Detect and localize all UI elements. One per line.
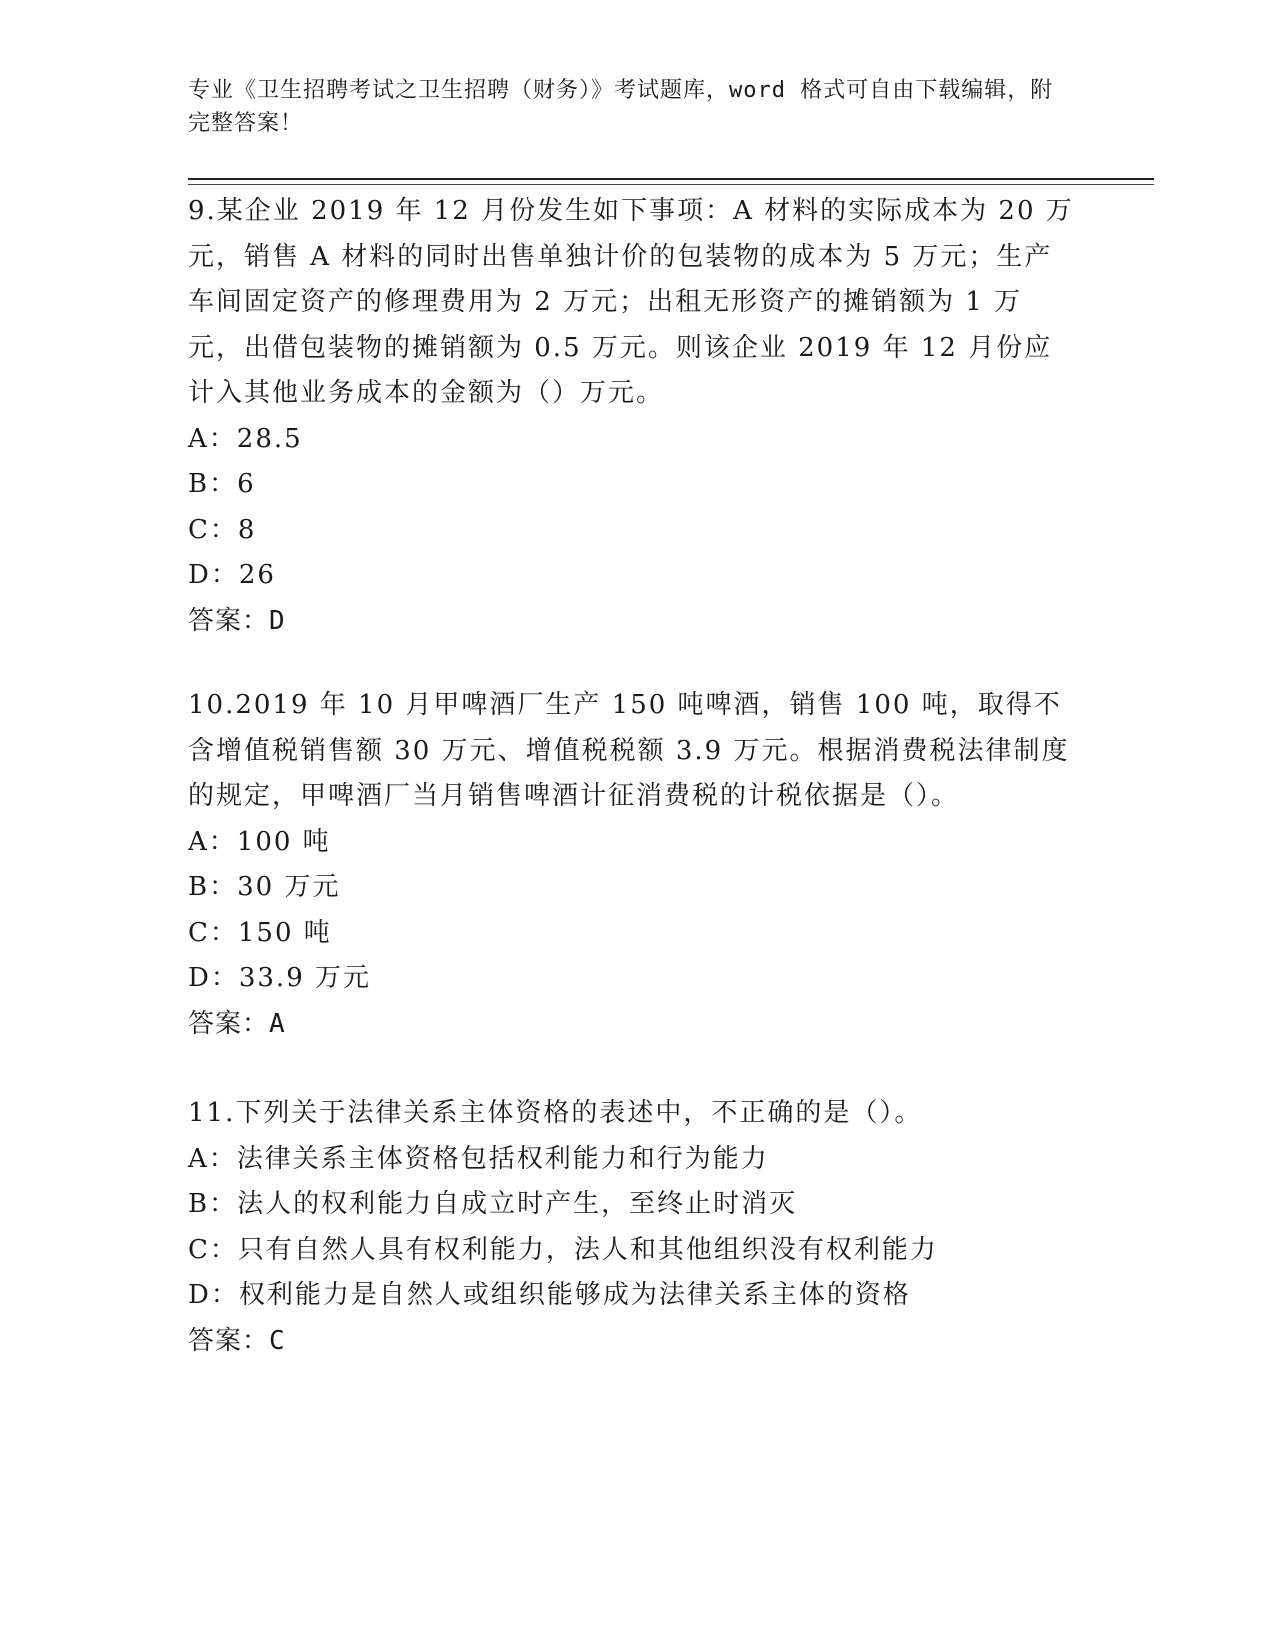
answer-value: D [269,605,286,636]
answer-label: 答案： [188,1325,270,1356]
option-d: D：权利能力是自然人或组织能够成为法律关系主体的资格 [188,1280,911,1310]
option-d: D：33.9 万元 [188,963,372,993]
option-c: C：150 吨 [188,917,332,948]
header-divider-thin [188,184,1154,185]
option-a: A：100 吨 [188,826,331,857]
option-b: B：法人的权利能力自成立时产生，至终止时消灭 [188,1189,798,1219]
answer-label: 答案： [188,605,270,636]
answer-value: A [269,1008,286,1039]
option-c: C：8 [188,514,257,545]
option-b: B：30 万元 [188,872,341,902]
question-stem: 10.2019 年 10 月甲啤酒厂生产 150 吨啤酒，销售 100 吨，取得不含增值税销售额 30 万元、增值税税额 3.9 万元。根据消费税法律制度的规定，甲啤酒厂当月销售啤酒计征消费税的计税依据是（）。 [188,690,1070,811]
option-b: B：6 [188,469,256,499]
header-divider-thick [188,178,1154,180]
answer-line [188,1319,1078,1365]
answer-line [188,1002,1078,1048]
answer-label: 答案： [188,1008,270,1039]
page-header: 专业《卫生招聘考试之卫生招聘（财务）》考试题库，word 格式可自由下载编辑，附完整答案！ [188,78,1054,136]
answer-value: C [269,1325,286,1356]
option-a: A：法律关系主体资格包括权利能力和行为能力 [188,1143,769,1174]
answer-line [188,599,1078,645]
question-9 [188,189,1078,644]
question-stem: 11.下列关于法律关系主体资格的表述中，不正确的是（）。 [188,1098,923,1128]
option-c: C：只有自然人具有权利能力，法人和其他组织没有权利能力 [188,1234,938,1265]
option-d: D：26 [188,560,276,590]
question-10 [188,683,1078,1047]
question-11 [188,1091,1078,1364]
option-a: A：28.5 [188,423,303,454]
question-stem: 9.某企业 2019 年 12 月份发生如下事项：A 材料的实际成本为 20 万元，销售 A 材料的同时出售单独计价的包装物的成本为 5 万元；生产车间固定资产的修理费用为 2 万元；出租无形资产的摊销额为 1 万元，出借包装物的摊销额为 0.5 万元。则该企业 2019 年 12 月份应计入其他业务成本的金额为（）万元。 [188,196,1074,408]
